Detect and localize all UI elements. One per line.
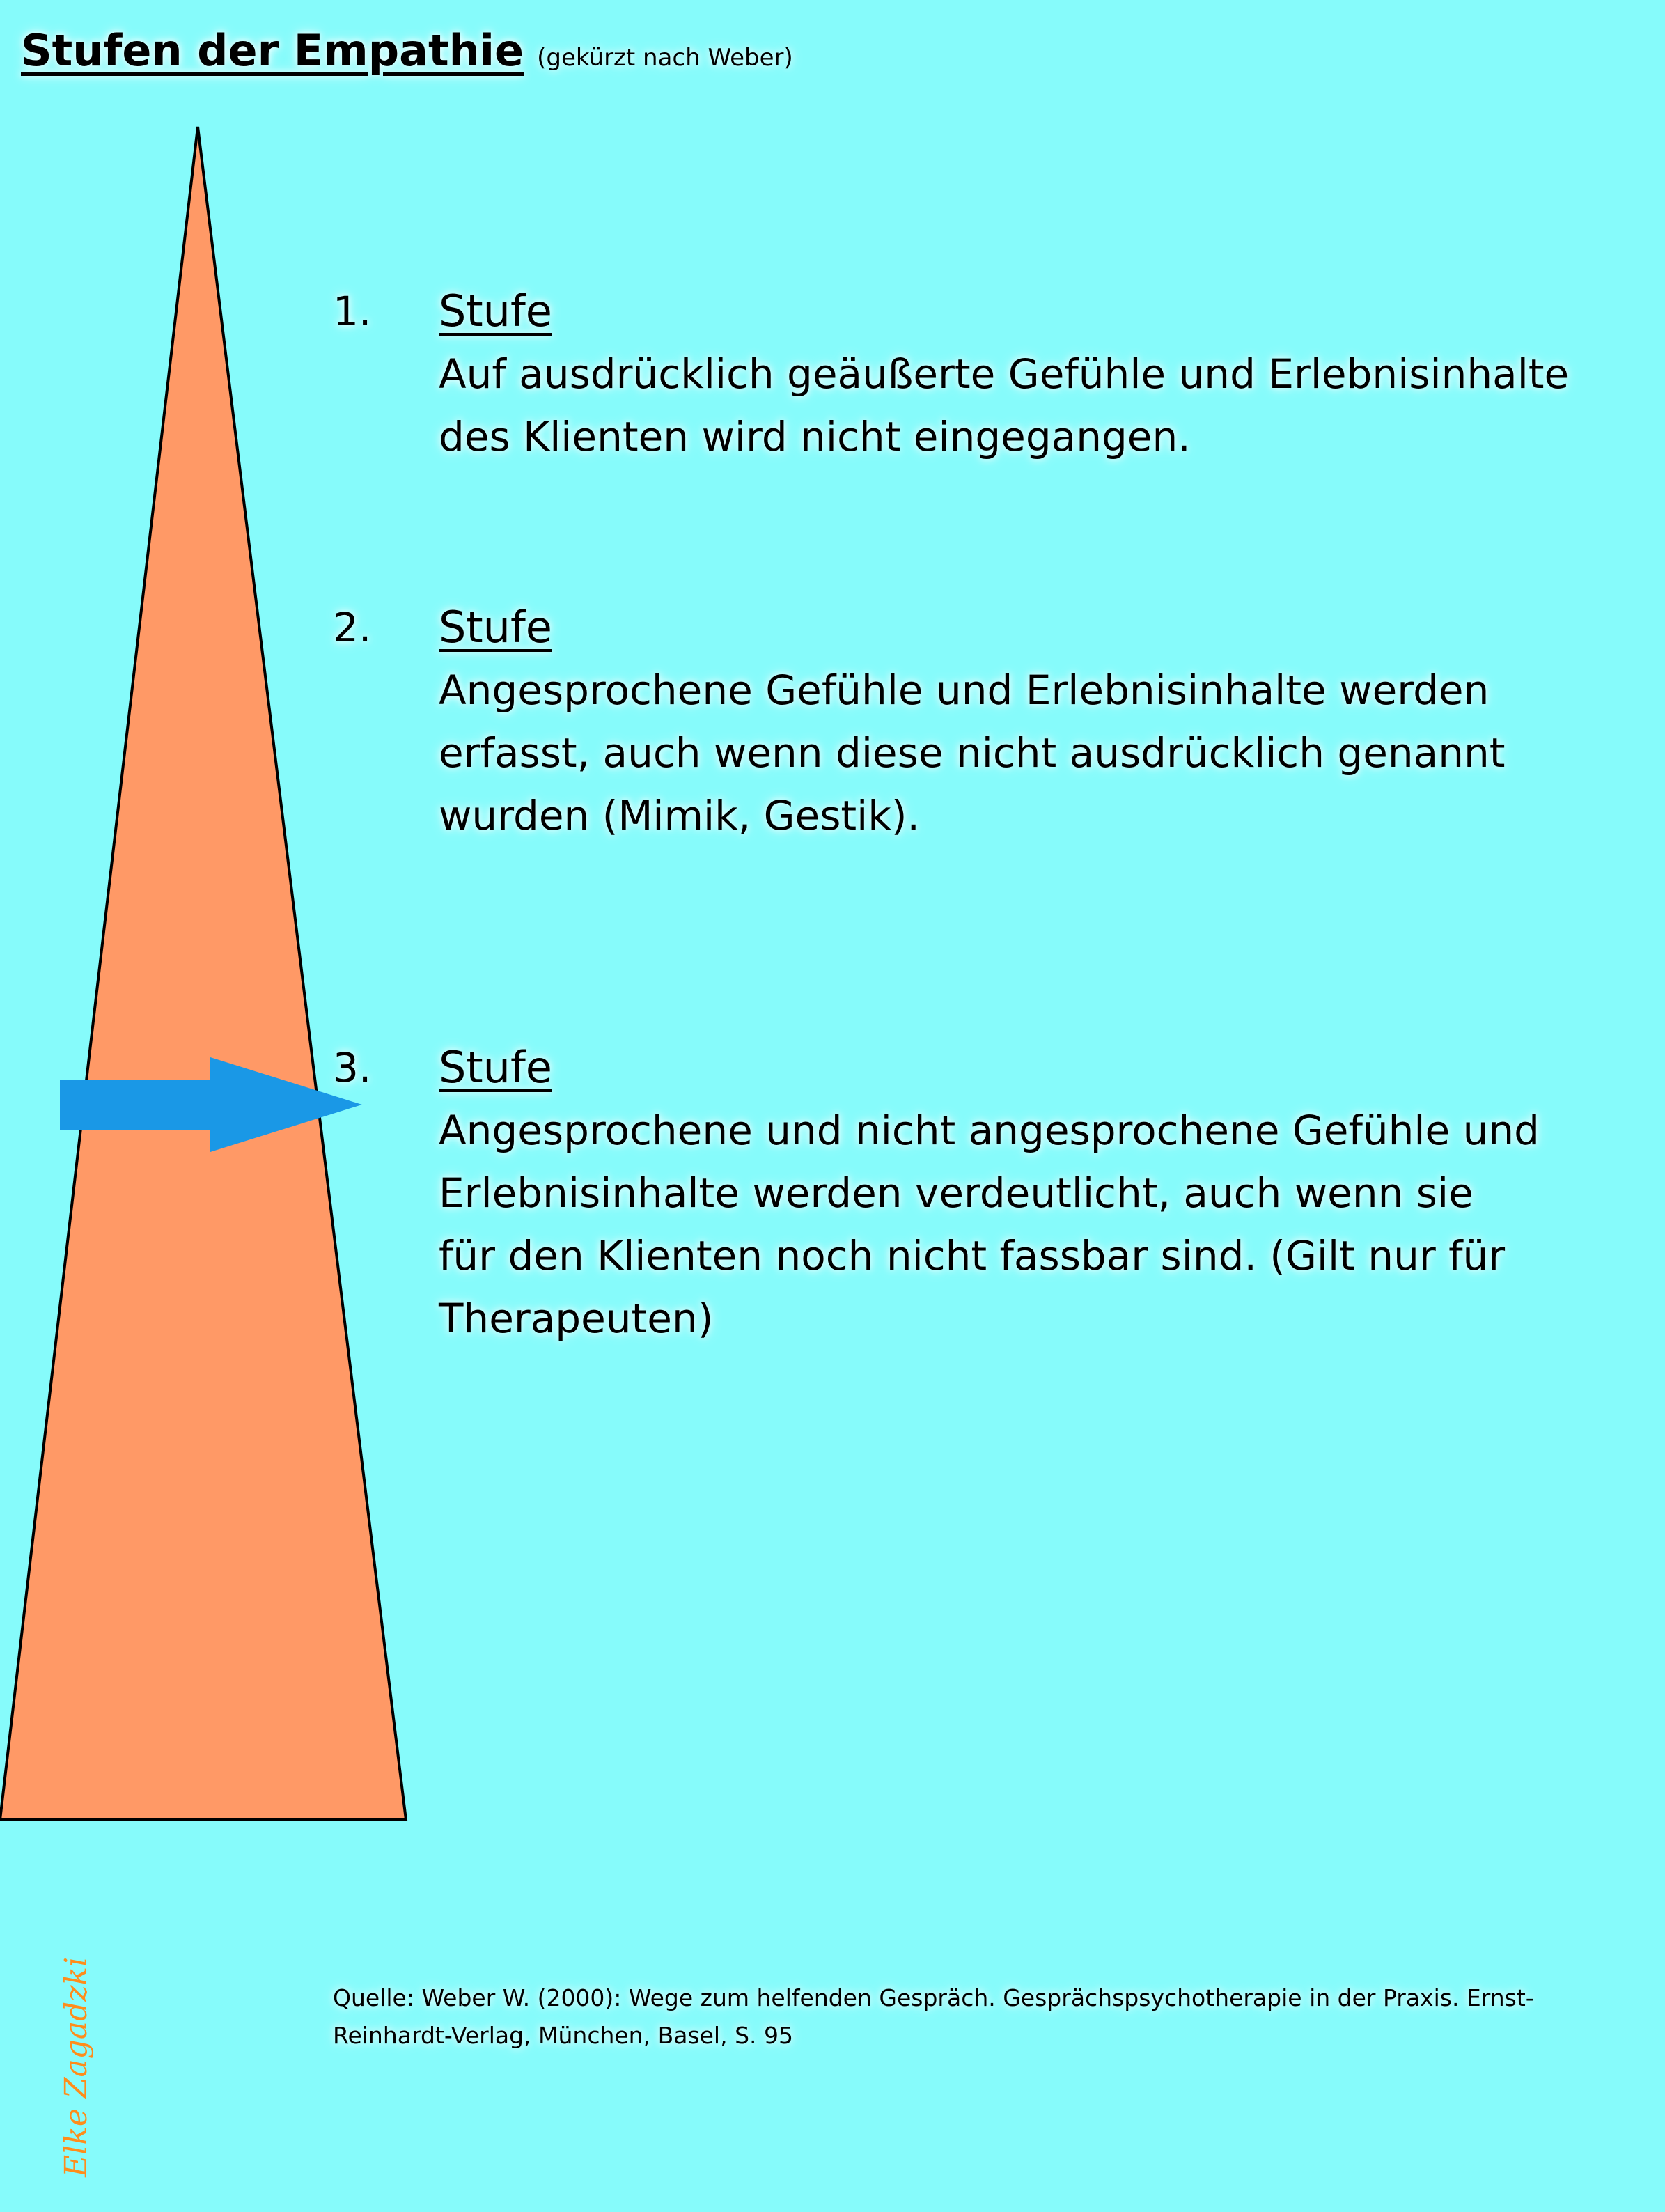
stage-number: 3. [333,1044,372,1091]
stage-heading: Stufe [439,602,552,653]
stage-heading: Stufe [439,1042,552,1093]
author-signature: Elke Zagadzki [58,1956,94,2177]
page-title: Stufen der Empathie [21,25,524,76]
stage-number: 2. [333,604,372,651]
page-subtitle: (gekürzt nach Weber) [537,44,793,72]
stage-description: Angesprochene Gefühle und Erlebnisinhalte werden erfasst, auch wenn diese nicht ausdrücklich genannt wurden (Mimik, Gestik). [439,667,1506,839]
stage-description: Auf ausdrücklich geäußerte Gefühle und Erlebnisinhalte des Klienten wird nicht eingegangen. [439,350,1570,460]
stage-number: 1. [333,288,372,335]
empathy-triangle [0,127,406,1820]
stage-heading: Stufe [439,286,552,336]
stage-description: Angesprochene und nicht angesprochene Gefühle und Erlebnisinhalte werden verdeutlicht, auch wenn sie für den Klienten noch nicht fassbar sind. (Gilt nur für Therapeuten) [439,1107,1540,1342]
source-citation: Quelle: Weber W. (2000): Wege zum helfenden Gespräch. Gesprächspsychotherapie in der Praxis. Ernst-Reinhardt-Verlag, München, Basel, S. 95 [333,1984,1534,2049]
